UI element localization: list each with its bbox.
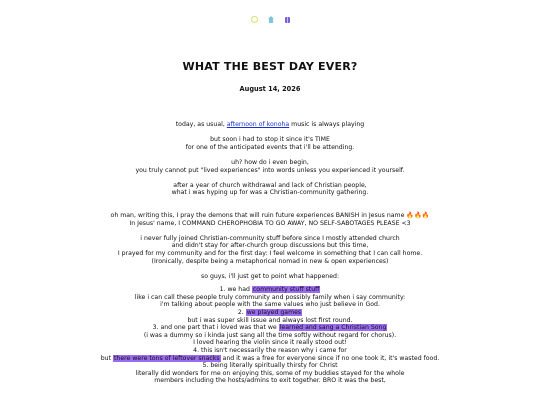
happenings-list: 1. we had community stuff stuff like i can call these people truly community and possibly family when i say community: i'm talking about people with the same values who just believe in God. 2. we played games but i was super skill issue and always lost first round. 3. and one part that i loved was that we learned and sang a Christian Song (i was a dummy so i kinda just sang all the time softly without regard for chorus). I loved hearing the violin since it really stood out! 4. this isn't necessarily the reason why i came for but there were tons of leftover snacks and it was a free for everyone since if no one took it, it's wasted food. 5. being literally spiritually thirsty for Christ literally did wonders for me on enjoying this, some of my buddies stayed for the whole members including the hosts/admins to exit together. BRO it was the best, [0,286,540,385]
paragraph-1: today, as usual, afternoon of konoha music is always playing [175,121,365,128]
paragraph-2: but soon i had to stop it since it's TIME for one of the anticipated events that i'll be attending. [185,136,355,151]
post-date: August 14, 2026 [239,85,301,93]
highlight: there were tons of leftover snacks [114,354,220,362]
paragraph-3: uh? how do i even begin, you truly cannot put "lived experiences" into words unless you experienced it yourself. [135,158,405,174]
list-item: 2. we played games [237,309,302,317]
music-link[interactable]: afternoon of konoha [226,121,290,128]
paragraph-7: so guys, i'll just get to point what happened: [200,272,340,280]
home-icon[interactable] [268,16,275,23]
paragraph-5: oh man, writing this, I pray the demons that will ruin future experiences BANISH in Jesus name 🔥🔥🔥 In Jesus' name, I COMMAND CHEROPHOBIA TO GO AWAY, NO SELF-SABOTAGES PLEASE <3 [110,211,430,227]
list-item: 5. being literally spiritually thirsty for Christ [202,362,338,370]
post-body [0,121,540,385]
book-icon[interactable] [285,17,290,23]
paragraph-6: i never fully joined Christian-community stuff before since I mostly attended church and didn't stay for after-church group discussions but this time, I prayed for my community and for the first day: I feel welcome in something that I can call home. (Ironically, despite being a metaphorical nomad in new & open experiences) [117,234,423,265]
paragraph-4: after a year of church withdrawal and lack of Christian people, what i was hyping up for was a Christian-community gathering. [171,181,369,197]
list-item: 4. this isn't necessarily the reason why i came for [193,347,347,355]
highlight: we played games [246,309,302,317]
highlight: community stuff stuff [252,286,320,294]
list-item: 1. we had community stuff stuff [219,286,320,294]
post-title: WHAT THE BEST DAY EVER? [182,60,358,73]
highlight: learned and sang a Christian Song [279,324,387,332]
sun-icon[interactable] [251,16,258,23]
list-item: 3. and one part that i loved was that we learned and sang a Christian Song [152,324,387,332]
top-nav [0,16,540,23]
